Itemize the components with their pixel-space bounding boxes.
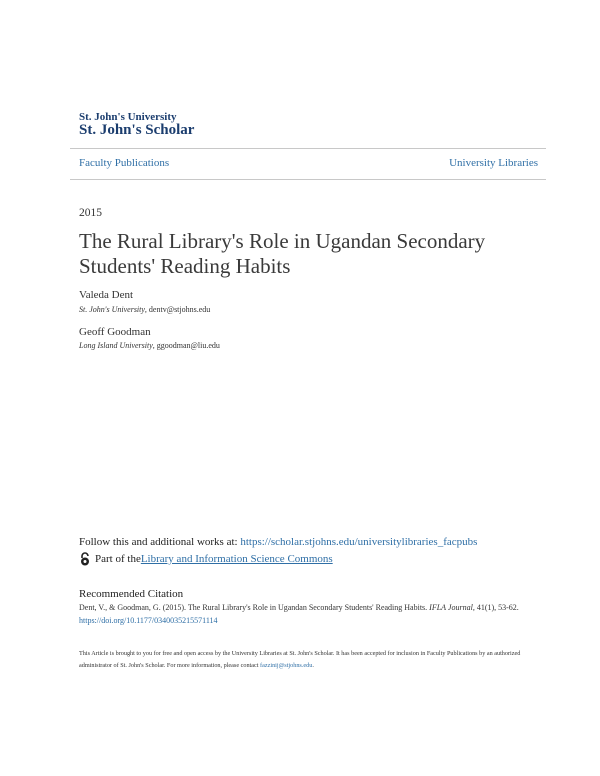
author-affiliation: Long Island University, ggoodman@liu.edu bbox=[79, 341, 220, 350]
commons-link[interactable]: Library and Information Science Commons bbox=[140, 553, 333, 565]
citation-text bbox=[79, 601, 549, 627]
doi-link[interactable]: https://doi.org/10.1177/0340035215571114 bbox=[79, 616, 218, 625]
bottom-divider bbox=[70, 179, 546, 180]
access-notice-text: This Article is brought to you for free and open access by the University Libraries at St. John's Scholar. It has been accepted for inclusion in Faculty Publications by an authorized administrator of St. John's Scholar. For more information, please contact bbox=[79, 650, 521, 669]
contact-email-link[interactable]: fazzinij@stjohns.edu bbox=[260, 662, 313, 669]
author-affiliation: St. John's University, dentv@stjohns.edu bbox=[79, 305, 211, 314]
journal-name: IFLA Journal bbox=[429, 603, 473, 612]
author-institution: St. John's University bbox=[79, 305, 145, 314]
follow-label: Follow this and additional works at: bbox=[79, 536, 241, 548]
author-email: dentv@stjohns.edu bbox=[148, 305, 211, 314]
citation-body: Dent, V., & Goodman, G. (2015). The Rural Library's Role in Ugandan Secondary Students' Reading Habits. bbox=[79, 603, 430, 612]
part-of-label: Part of the bbox=[95, 553, 141, 565]
access-notice-end: . bbox=[312, 662, 314, 669]
publication-year: 2015 bbox=[79, 207, 102, 219]
author-email: ggoodman@liu.edu bbox=[156, 341, 220, 350]
university-name: St. John's University bbox=[79, 111, 177, 123]
faculty-publications-link[interactable]: Faculty Publications bbox=[79, 157, 170, 169]
author-name: Valeda Dent bbox=[79, 289, 134, 301]
recommended-citation-heading: Recommended Citation bbox=[79, 588, 184, 600]
author-name: Geoff Goodman bbox=[79, 326, 151, 338]
part-of-line bbox=[79, 552, 333, 566]
article-title: The Rural Library's Role in Ugandan Secondary Students' Reading Habits bbox=[79, 229, 486, 278]
access-notice bbox=[79, 648, 549, 672]
university-libraries-link[interactable]: University Libraries bbox=[449, 157, 538, 169]
citation-details: , 41(1), 53-62. bbox=[472, 603, 519, 612]
open-access-icon bbox=[79, 552, 91, 566]
top-divider bbox=[70, 148, 546, 149]
author-institution: Long Island University bbox=[79, 341, 153, 350]
repository-name[interactable]: St. John's Scholar bbox=[79, 122, 195, 138]
collection-url-link[interactable]: https://scholar.stjohns.edu/universitylibraries_facpubs bbox=[240, 536, 478, 548]
follow-line bbox=[79, 536, 477, 548]
